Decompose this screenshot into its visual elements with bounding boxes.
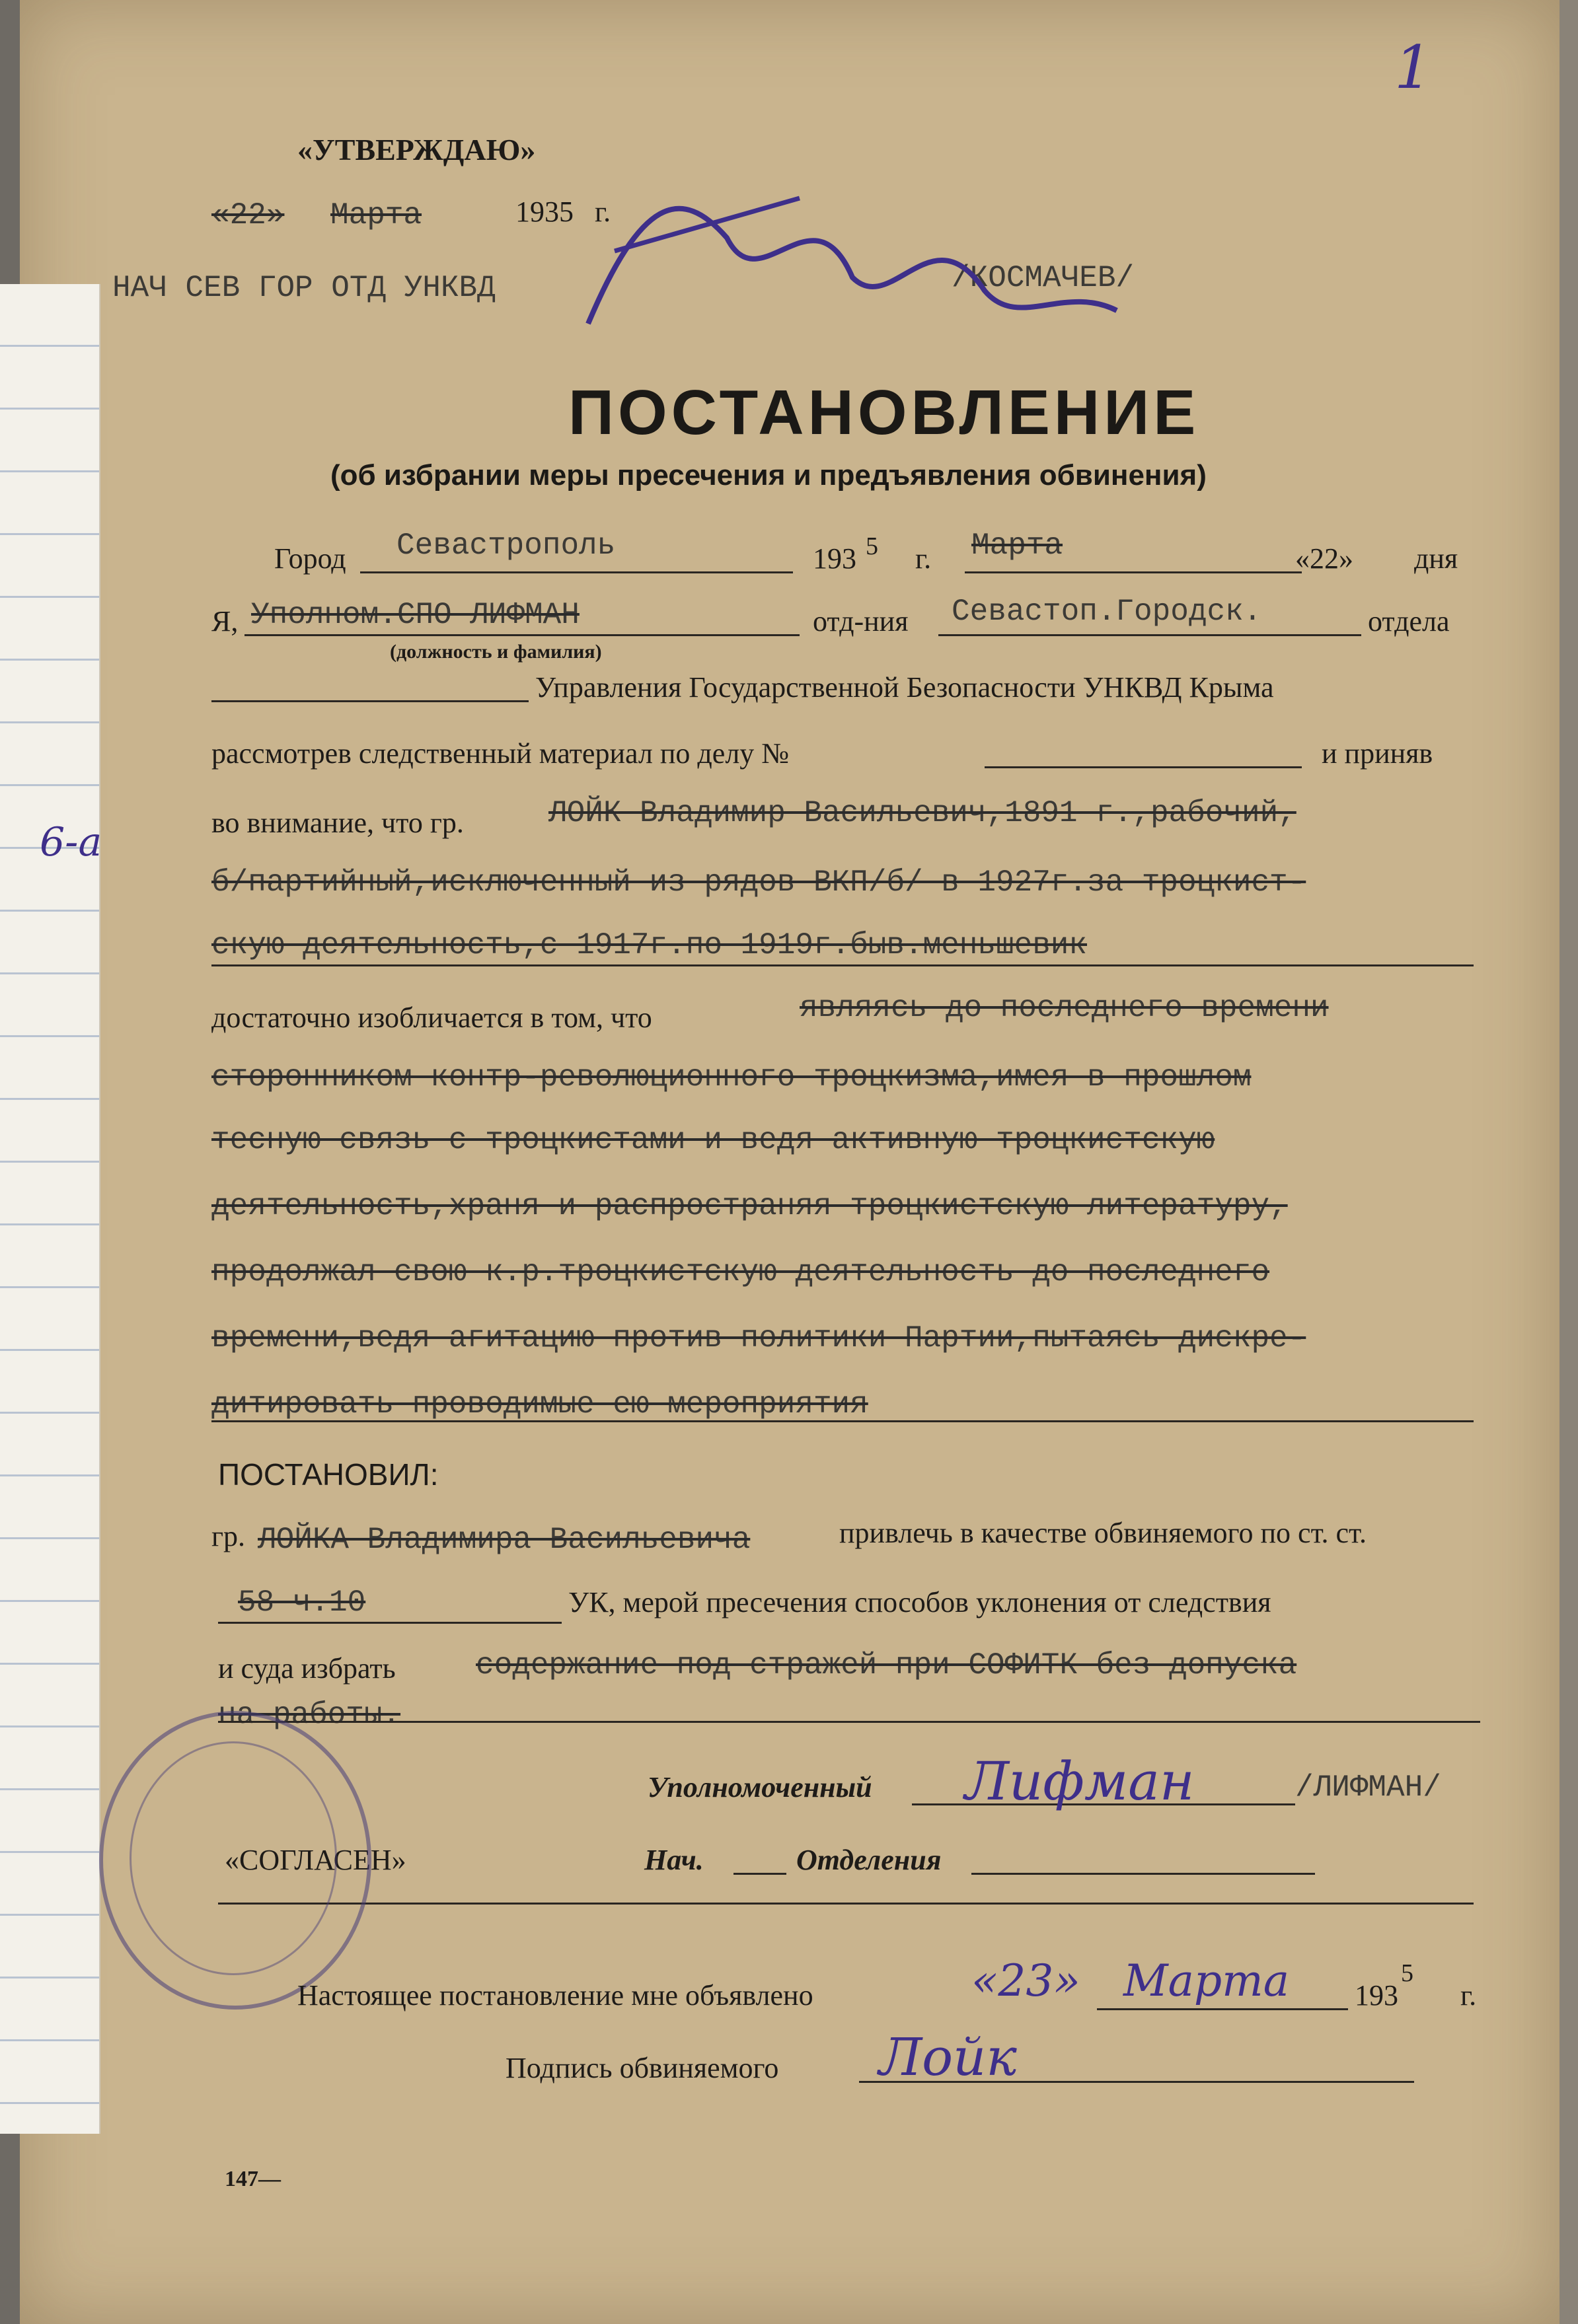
document-subtitle: (об избрании меры пресечения и предъявления обвинения) [330, 459, 1207, 491]
authorized-name: /ЛИФМАН/ [1295, 1770, 1441, 1805]
authorized-label: Уполномоченный [648, 1771, 872, 1803]
accused-line-5: продолжал свою к.р.троцкистскую деятельность до последнего [211, 1255, 1270, 1289]
accused-line-3: тесную связь с троцкистами и ведя активную троцкистскую [211, 1123, 1215, 1157]
measure-line-2: на работы. [218, 1698, 401, 1732]
approval-day: «22» [211, 198, 285, 233]
attention-line-2: б/партийный,исключенный из рядов ВКП/б/ в 1927г.за троцкист- [211, 865, 1306, 900]
approval-month: Марта [330, 198, 422, 233]
dept-signature-label: Отделения [796, 1844, 942, 1876]
dept-label: отд-ния [813, 605, 909, 637]
attention-prefix: во внимание, что гр. [211, 807, 464, 839]
announcement-year-prefix: 193 [1355, 1979, 1398, 2012]
measure-line-1: содержание под стражей при СОФИТК без допуска [476, 1648, 1297, 1683]
accused-line-1: являясь до последнего времени [800, 991, 1329, 1025]
attention-line-3: скую деятельность,с 1917г.по 1919г.быв.меньшевик [211, 928, 1088, 962]
announcement-day: «23» [971, 1955, 1080, 2006]
accused-line-2: сторонником контр-революционного троцкизма,имея в прошлом [211, 1060, 1252, 1095]
decision-text: привлечь в качестве обвиняемого по ст. ст. [839, 1517, 1367, 1549]
accused-signature-label: Подпись обвиняемого [506, 2052, 779, 2084]
official-stamp [99, 1711, 371, 2010]
accused-line-6: времени,ведя агитацию против политики Партии,пытаясь дискре- [211, 1321, 1306, 1356]
approval-year: 1935 [515, 196, 574, 228]
approval-heading: «УТВЕРЖДАЮ» [297, 133, 536, 166]
accused-line-4: деятельность,храня и распространяя троцкистскую литературу, [211, 1189, 1288, 1223]
month-value: Марта [971, 528, 1063, 563]
dept-suffix: отдела [1368, 605, 1450, 637]
approval-position: НАЧ СЕВ ГОР ОТД УНКВД [112, 271, 496, 305]
dept-value: Севастоп.Городск. [952, 595, 1262, 629]
agree-label: «СОГЛАСЕН» [225, 1844, 406, 1876]
year-label: г. [915, 542, 932, 575]
decided-heading: ПОСТАНОВИЛ: [218, 1457, 439, 1492]
day-value: «22» [1295, 542, 1353, 575]
announcement-year-digit: 5 [1401, 1959, 1413, 1987]
announcement-month: Марта [1123, 1955, 1290, 2006]
document-title: ПОСТАНОВЛЕНИЕ [568, 377, 1200, 448]
day-label: дня [1414, 542, 1458, 575]
city-label: Город [274, 542, 346, 575]
accused-line-7: дитировать проводимые ею мероприятия [211, 1387, 868, 1422]
approval-year-suffix: г. [595, 196, 611, 228]
accused-signature: Лойк [879, 2028, 1017, 2088]
year-prefix: 193 [813, 542, 856, 575]
case-suffix: и приняв [1322, 737, 1433, 770]
attention-line-1: ЛОЙК Владимир Васильевич,1891 г.,рабочий, [548, 796, 1296, 830]
decision-article: 58 ч.10 [238, 1585, 366, 1620]
approval-signature [562, 159, 1143, 383]
decision-text-3: и суда избрать [218, 1652, 396, 1685]
officer-value: Уполном.СПО ЛИФМАН [251, 598, 580, 632]
decision-prefix: гр. [211, 1520, 246, 1552]
decision-name: ЛОЙКА Владимира Васильевича [258, 1523, 751, 1557]
accused-prefix: достаточно изобличается в том, что [211, 1001, 652, 1034]
decision-text-2: УК, мерой пресечения способов уклонения от следствия [568, 1586, 1271, 1618]
officer-prefix: Я, [211, 605, 239, 637]
agency-line: Управления Государственной Безопасности УНКВД Крыма [535, 671, 1274, 704]
announcement-text: Настоящее постановление мне объявлено [297, 1979, 813, 2012]
footer-code: 147— [225, 2167, 281, 2191]
case-text: рассмотрев следственный материал по делу № [211, 737, 790, 770]
page-number: 1 [1394, 33, 1433, 102]
lined-paper-strip [0, 284, 100, 2134]
city-value: Севастрополь [396, 528, 616, 563]
year-digit: 5 [866, 532, 878, 560]
chief-label: Нач. [644, 1844, 704, 1876]
approval-name: /КОСМАЧЕВ/ [952, 261, 1135, 295]
margin-note: 6-а [40, 819, 102, 865]
authorized-signature: Лифман [965, 1751, 1195, 1812]
announcement-year-suffix: г. [1460, 1979, 1477, 2012]
officer-sublabel: (должность и фамилия) [390, 641, 602, 663]
